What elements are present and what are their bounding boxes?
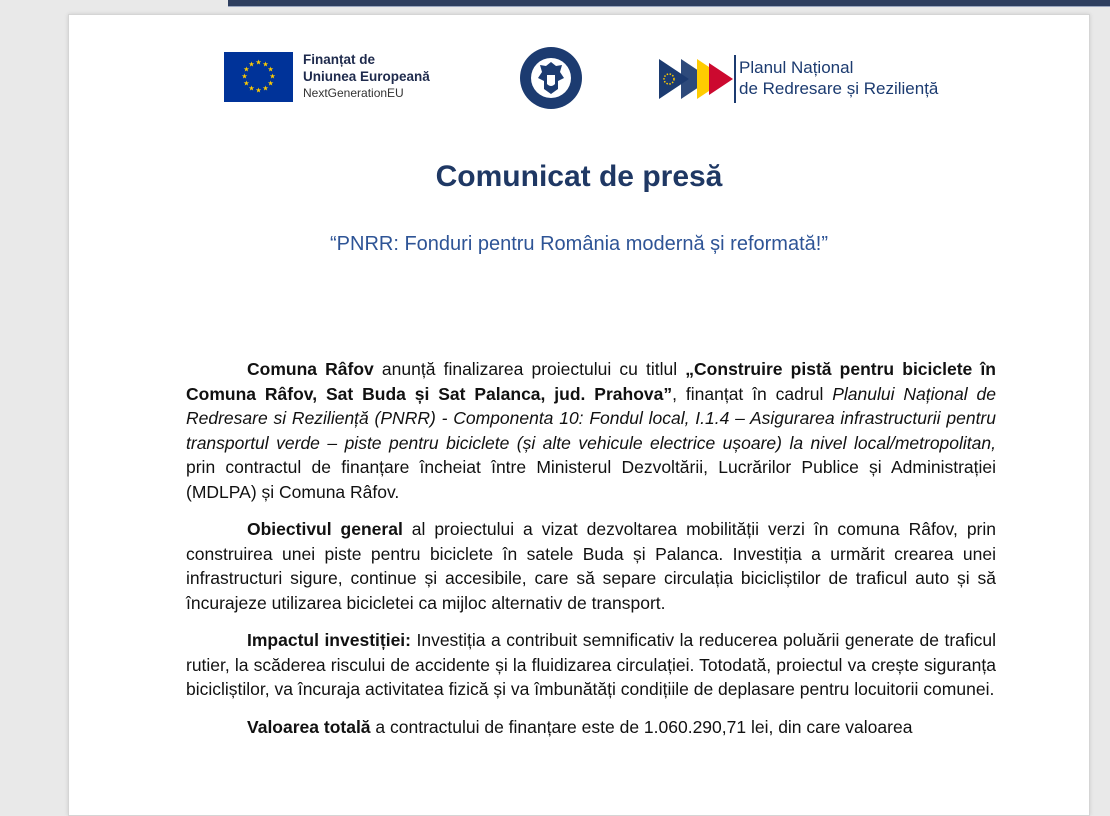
svg-text:★: ★ [269, 72, 276, 81]
svg-text:★: ★ [267, 65, 274, 74]
svg-text:★: ★ [243, 79, 250, 88]
page-title: Comunicat de presă [435, 160, 723, 193]
svg-text:★: ★ [248, 84, 255, 93]
svg-text:★: ★ [248, 60, 255, 69]
pnrr-divider [734, 55, 736, 103]
paragraph-italic: Planului Național de Redresare si Reziliență (PNRR) - Componenta 10: Fondul local, I.1.4 – Asigurarea infrastructurii pentru transportul verde – piste pentru biciclete (și alte vehicule electrice ușoare) la nivel local/metropolitan, [186, 383, 996, 453]
paragraph-text: a contractului de finanțare este de 1.060.290,71 lei, din care valoarea [370, 716, 913, 737]
window-top-bar [228, 0, 1110, 7]
svg-text:★: ★ [262, 84, 269, 93]
pnrr-text-line1: Planul Național [739, 58, 854, 77]
svg-text:★: ★ [243, 65, 250, 74]
paragraph-bold: „Construire pistă pentru biciclete în Comuna Râfov, Sat Buda și Sat Palanca, jud. Prahova” [186, 359, 996, 404]
eu-text-line2: Uniunea Europeană [303, 69, 430, 84]
paragraph-text: prin contractul de finanțare încheiat între Ministerul Dezvoltării, Lucrărilor Publice și Administrației (MDLPA) și Comuna Râfov. [186, 457, 996, 502]
eu-text-line1: Finanțat de [303, 52, 376, 67]
document-page [68, 14, 1090, 816]
svg-text:★: ★ [255, 86, 262, 95]
paragraph-objective [186, 517, 996, 615]
svg-text:★: ★ [267, 79, 274, 88]
paragraph-project [186, 357, 996, 504]
eu-text-line3: NextGenerationEU [303, 86, 404, 100]
paragraph-text: anunță finalizarea proiectului cu titlul [373, 359, 686, 379]
paragraph-value [186, 715, 996, 740]
pnrr-text-line2: de Redresare și Reziliență [739, 79, 939, 98]
government-seal-icon [518, 45, 584, 111]
paragraph-text: al proiectului a vizat dezvoltarea mobilității verzi în comuna Râfov, prin construirea unei piste pentru biciclete în satele Buda și Palanca. Investiția a urmărit crearea unei infrastructuri sigure, continue și accesibile, care să separe circulația bicicliștilor de traficul auto și să încurajeze utilizarea bicicletei ca mijloc alternativ de transport. [186, 519, 997, 613]
svg-text:★: ★ [241, 72, 248, 81]
pnrr-logo-icon [659, 57, 733, 101]
paragraph-bold: Impactul investiției: [247, 630, 411, 650]
pnrr-logo-text [739, 57, 938, 99]
svg-text:★: ★ [262, 60, 269, 69]
paragraph-bold: Valoarea totală [247, 716, 371, 737]
paragraph-impact [186, 628, 996, 702]
document-body [186, 357, 996, 752]
paragraph-text: , finanțat în cadrul [672, 383, 833, 404]
eu-flag-icon [224, 52, 293, 102]
paragraph-text: Investiția a contribuit semnificativ la reducerea poluării generate de traficul rutier, la scăderea riscului de accidente și la fluidizarea circulației. Totodată, proiectul va crește siguranța bicicliștilor, va încuraja activitatea fizică și va îmbunătăți condițiile de deplasare pentru locuitorii comunei. [186, 630, 996, 699]
paragraph-bold: Comuna Râfov [247, 359, 374, 379]
eu-funding-logo-text [303, 51, 430, 102]
page-subtitle: “PNRR: Fonduri pentru România modernă și reformată!” [330, 233, 828, 255]
svg-text:★: ★ [255, 58, 262, 67]
paragraph-bold: Obiectivul general [247, 519, 403, 539]
